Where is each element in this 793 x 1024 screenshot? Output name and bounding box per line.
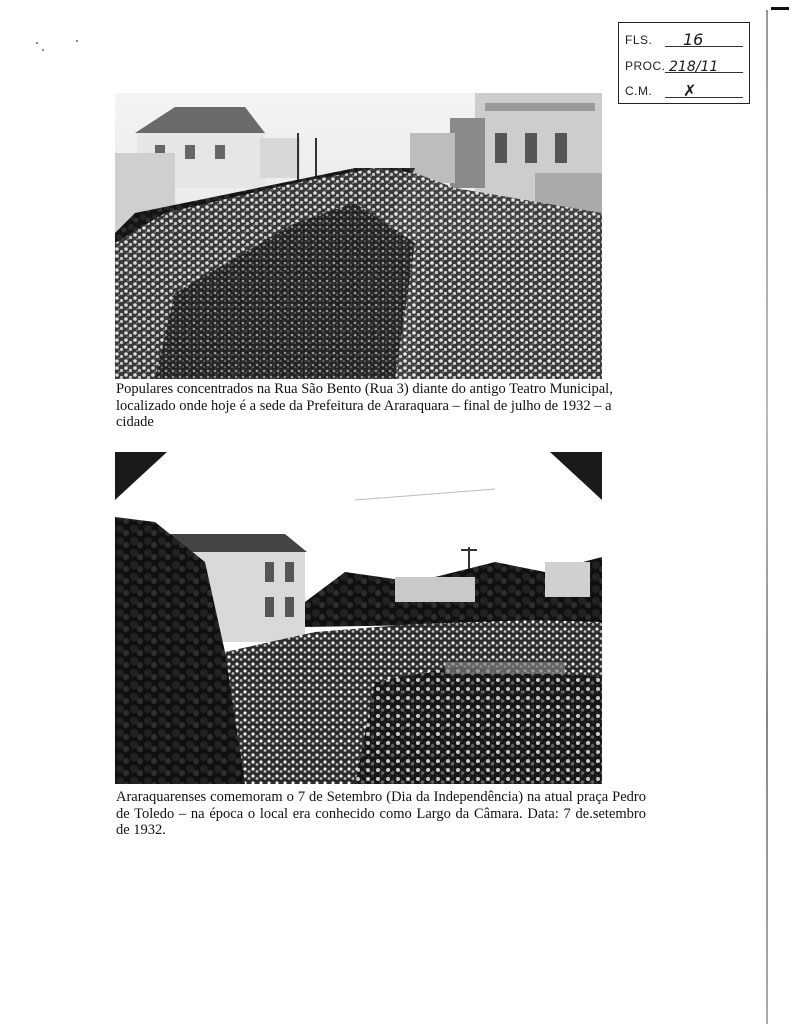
stamp-cm-value: ✗ [683,81,697,100]
scan-speck [42,49,44,51]
photo-2-caption: Araraquarenses comemoram o 7 de Setembro (Dia da Independência) na atual praça Pedro de Toledo – na época o local era conhecido como Largo da Câmara. Data: 7 de.setembro de 1932. [116,789,646,838]
stamp-fls-label: FLS. [625,33,653,47]
stamp-row-fls [625,27,743,49]
stamp-row-proc [625,53,743,75]
scan-edge-line [766,10,768,1024]
stamp-proc-label: PROC. [625,59,666,73]
crowd-street-photo-image [115,93,602,379]
stamp-row-cm [625,78,743,100]
scan-corner-mark [771,7,789,10]
photo-1-caption: Populares concentrados na Rua São Bento (Rua 3) diante do antigo Teatro Municipal, localizado onde hoje é a sede da Prefeitura de Araraquara – final de julho de 1932 – a cidade [116,381,613,430]
photo-largo-da-camara-celebration [115,452,602,784]
stamp-line [665,97,743,98]
stamp-fls-value: 16 [683,30,704,49]
photo-rua-sao-bento-crowd [115,93,602,379]
square-celebration-photo-image [115,452,602,784]
scan-speck [36,42,38,44]
stamp-line [665,46,743,47]
archive-stamp [618,22,750,104]
scan-speck [76,40,78,42]
stamp-proc-value: 218/11 [669,59,719,75]
stamp-cm-label: C.M. [625,84,653,98]
